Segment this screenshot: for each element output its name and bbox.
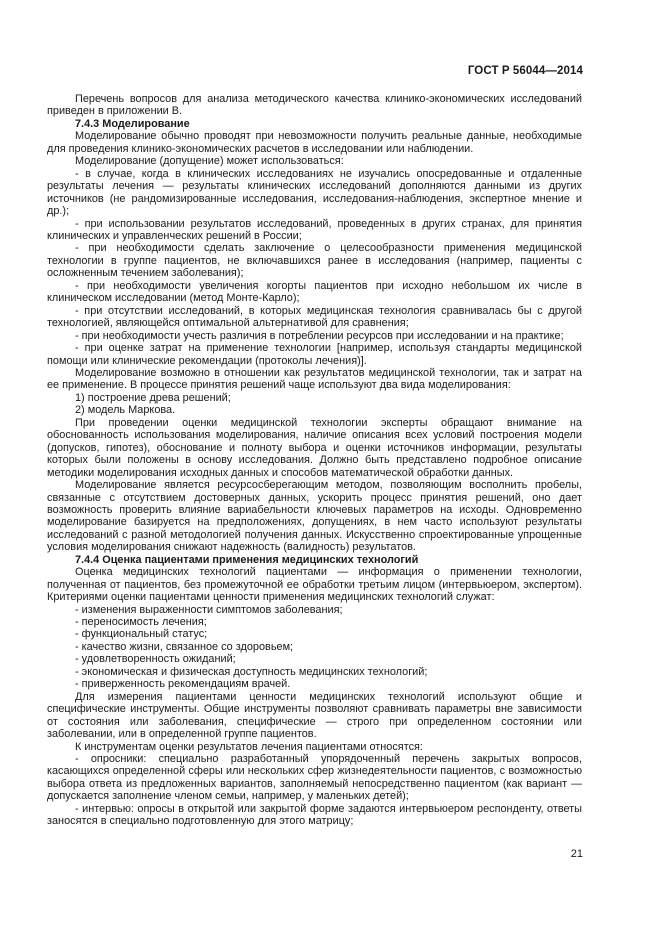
list-item: - при необходимости сделать заключение о целесообразности применения медицинской технологии в группе пациентов, не включавшихся ранее в исследования (например, пациенты с осложненным течением заболевания);	[47, 242, 582, 280]
page-number: 21	[570, 848, 583, 860]
paragraph: Моделирование является ресурсосберегающим методом, позволяющим восполнить пробелы, связанные с отсутствием достоверных данных, ускорить процесс принятия решений, оно дает возможность проверить влияние вариабельности ключевых параметров на исходы. Одновременно моделирование базируется на предположениях, допущениях, в нем часто используют результаты исследований с разной методологией получения данных. Искусственно спроектированные упрощенные условия моделирования снижают надежность (валидность) результатов.	[47, 479, 582, 554]
list-item: - опросники: специально разработанный упорядоченный перечень закрытых вопросов, касающихся определенной сферы или нескольких сфер жизнедеятельности пациентов, с возможностью выбора ответа из предложенных вариантов, заполняемый непосредственно пациентом (как вариант — допускается заполнение членом семьи, например, у маленьких детей);	[47, 753, 582, 803]
paragraph: Моделирование (допущение) может использоваться:	[75, 155, 344, 168]
paragraph: Для измерения пациентами ценности медицинских технологий используют общие и специфические инструменты. Общие инструменты позволяют сравнивать параметры вне зависимости от состояния или заболевания, специфические — строго при определенном состоянии или заболевании, или в определенной группе пациентов.	[47, 690, 582, 741]
paragraph: Оценка медицинских технологий пациентами — информация о применении технологии, полученная от пациентов, без промежуточной ее обработки третьим лицом (интервьюером, экспертом). Критериями оценки пациентами ценности применения медицинских технологий служат:	[47, 566, 582, 604]
list-item: 2) модель Маркова.	[75, 404, 176, 417]
list-item: - при отсутствии исследований, в которых медицинская технология сравнивалась бы с другой технологией, являющейся оптимальной альтернативой для сравнения;	[47, 304, 582, 330]
paragraph: При проведении оценки медицинской технологии эксперты обращают внимание на обоснованность использования моделирования, наличие описания всех условий построения модели (допусков, гипотез), обоснование и полноту выбора и оценки источников информации, результаты которых были положены в основу исследования. Должно быть представлено подробное описание методики моделирования исходных данных и способов математической обработки данных.	[47, 416, 582, 479]
list-item: - интервью: опросы в открытой или закрытой форме задаются интервьюером респонденту, ответы заносятся в специально подготовленную для этого матрицу;	[47, 802, 582, 828]
list-item: - переносимость лечения;	[75, 616, 207, 629]
list-item: - качество жизни, связанное со здоровьем;	[75, 640, 294, 653]
paragraph: К инструментам оценки результатов лечения пациентами относятся:	[75, 740, 423, 753]
list-item: - при необходимости увеличения когорты пациентов при исходно небольшом их числе в клиническом исследовании (метод Монте-Карло);	[47, 279, 582, 305]
list-item: - в случае, когда в клинических исследованиях не изучались опосредованные и отдаленные результаты лечения — результаты клинических исследований дополняются данными из других источников (не рандомизированные исследования, исследования-наблюдения, экспертное мнение и др.);	[47, 167, 582, 218]
paragraph: Моделирование возможно в отношении как результатов медицинской технологии, так и затрат на ее применение. В процессе принятия решений чаще используют два вида моделирования:	[47, 366, 582, 392]
list-item: - при оценке затрат на применение технологии [например, используя стандарты медицинской помощи или клинические рекомендации (протоколы лечения)].	[47, 342, 582, 367]
list-item: - при использовании результатов исследований, проведенных в других странах, для принятия клинических и управленческих решений в России;	[47, 217, 582, 242]
section-heading: 7.4.4 Оценка пациентами применения медицинских технологий	[75, 553, 419, 566]
list-item: - изменения выраженности симптомов заболевания;	[75, 603, 343, 616]
list-item: - удовлетворенность ожиданий;	[75, 653, 236, 666]
list-item: - приверженность рекомендациям врачей.	[75, 678, 291, 691]
list-item: 1) построение древа решений;	[75, 391, 231, 404]
paragraph: Перечень вопросов для анализа методического качества клинико-экономических исследований приведен в приложении В.	[47, 93, 582, 118]
paragraph: Моделирование обычно проводят при невозможности получить реальные данные, необходимые для проведения клинико-экономических расчетов в исследовании или наблюдении.	[47, 130, 582, 155]
list-item: - функциональный статус;	[75, 628, 208, 641]
list-item: - экономическая и физическая доступность медицинских технологий;	[75, 665, 428, 678]
section-heading: 7.4.3 Моделирование	[75, 117, 190, 130]
document-body	[47, 93, 582, 828]
document-id-header: ГОСТ Р 56044—2014	[467, 65, 583, 77]
list-item: - при необходимости учесть различия в потреблении ресурсов при исследовании и на практике;	[75, 329, 564, 342]
